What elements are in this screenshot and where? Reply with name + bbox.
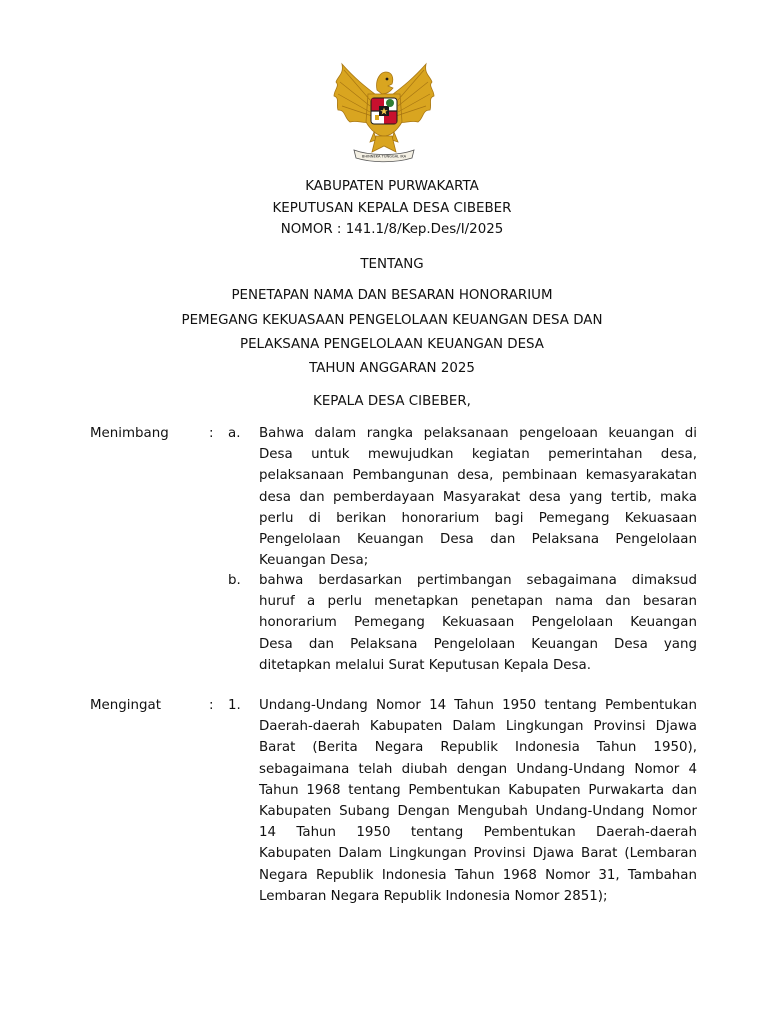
- subject-line-1: PENETAPAN NAMA DAN BESARAN HONORARIUM: [231, 288, 553, 303]
- recalling-colon: :: [209, 698, 214, 713]
- recalling-label: Mengingat: [90, 698, 161, 713]
- garuda-emblem-icon: [330, 60, 438, 164]
- considering-item-b-number: b.: [228, 573, 241, 588]
- subject-line-4: TAHUN ANGGARAN 2025: [309, 361, 475, 376]
- subject-line-3: PELAKSANA PENGELOLAAN KEUANGAN DESA: [240, 337, 544, 352]
- issuing-official: KEPALA DESA CIBEBER,: [313, 394, 471, 409]
- considering-item-a-text: Bahwa dalam rangka pelaksanaan pengeloaan keuangan di Desa untuk mewujudkan kegiatan pemerintahan desa, pelaksanaan Pembangunan desa, pembinaan kemasyarakatan desa dan pemberdayaan Masyarakat desa yang tertib, maka perlu di berikan honorarium bagi Pemegang Kekuasaan Pengelolaan Keuangan Desa dan Pelaksana Pengelolaan Keuangan Desa;: [259, 426, 697, 569]
- considering-item-a-number: a.: [228, 426, 241, 441]
- considering-colon: :: [209, 426, 214, 441]
- decree-title: KEPUTUSAN KEPALA DESA CIBEBER: [272, 201, 512, 216]
- recalling-item-1-text: Undang-Undang Nomor 14 Tahun 1950 tentang Pembentukan Daerah-daerah Kabupaten Dalam Lingkungan Provinsi Djawa Barat (Berita Negara Republik Indonesia Tahun 1950), sebagaimana telah diubah dengan Undang-Undang Nomor 4 Tahun 1968 tentang Pembentukan Kabupaten Purwakarta dan Kabupaten Subang Dengan Mengubah Undang-Undang Nomor 14 Tahun 1950 tentang Pembentukan Daerah-daerah Kabupaten Dalam Lingkungan Provinsi Djawa Barat (Lembaran Negara Republik Indonesia Tahun 1968 Nomor 31, Tambahan Lembaran Negara Republik Indonesia Nomor 2851);: [259, 698, 697, 904]
- emblem-motto: BHINNEKA TUNGGAL IKA: [361, 154, 407, 159]
- recalling-item-1-number: 1.: [228, 698, 241, 713]
- subject-line-2: PEMEGANG KEKUASAAN PENGELOLAAN KEUANGAN DESA DAN: [181, 313, 603, 328]
- considering-label: Menimbang: [90, 426, 169, 441]
- considering-item-b-text: bahwa berdasarkan pertimbangan sebagaimana dimaksud huruf a perlu menetapkan penetapan nama dan besaran honorarium Pemegang Kekuasaan Pengelolaan Keuangan Desa dan Pelaksana Pengelolaan Keuangan Desa yang ditetapkan melalui Surat Keputusan Kepala Desa.: [259, 573, 697, 673]
- decree-number: NOMOR : 141.1/8/Kep.Des/I/2025: [280, 222, 504, 237]
- regency-name: KABUPATEN PURWAKARTA: [305, 179, 479, 194]
- about-heading: TENTANG: [360, 257, 424, 272]
